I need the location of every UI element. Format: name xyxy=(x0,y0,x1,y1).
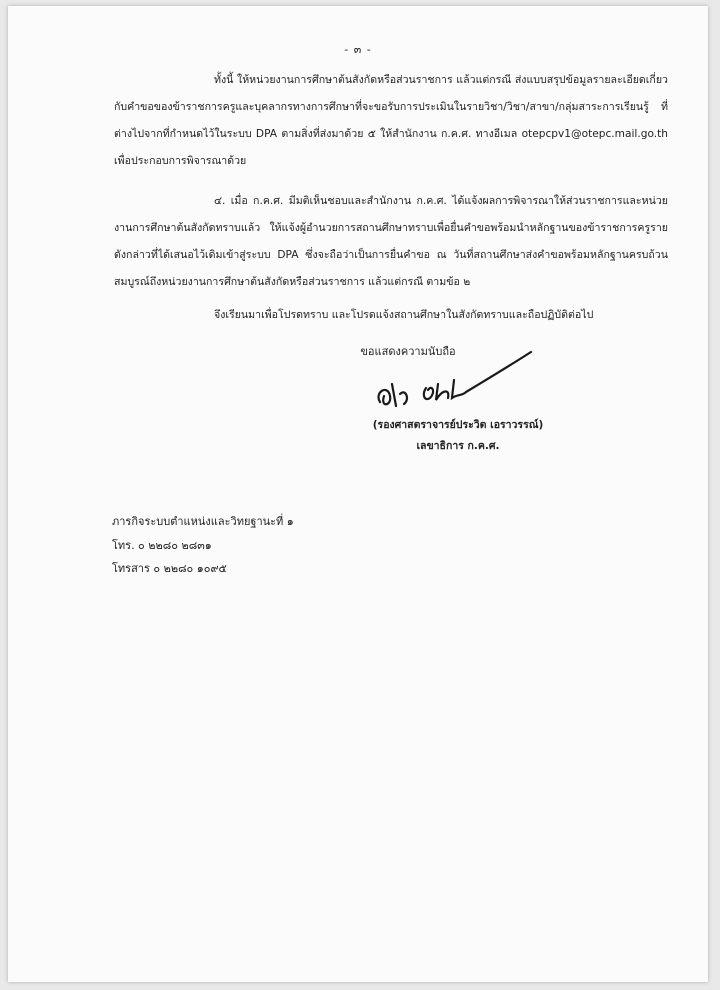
contact-department: ภารกิจระบบตำแหน่งและวิทยฐานะที่ ๑ xyxy=(112,515,294,528)
handwritten-signature xyxy=(366,344,546,414)
contact-fax: โทรสาร ๐ ๒๒๘๐ ๑๐๙๕ xyxy=(112,562,227,575)
paragraph-item-4: ๔. เมื่อ ก.ค.ศ. มีมติเห็นชอบและสำนักงาน ก.ค.ศ. ได้แจ้งผลการพิจารณาให้ส่วนราชการและหน่วยงานการศึกษาต้นสังกัดทราบแล้ว ให้แจ้งผู้อำนวยการสถานศึกษาทราบเพื่อยื่นคำขอพร้อมนำหลักฐานของข้าราชการครูรายดังกล่าวที่ได้เสนอไว้เดิมเข้าสู่ระบบ DPA ซึ่งจะถือว่าเป็นการยื่นคำขอ ณ วันที่สถานศึกษาส่งคำขอพร้อมหลักฐานครบถ้วนสมบูรณ์ถึงหน่วยงานการศึกษาต้นสังกัดหรือส่วนราชการ แล้วแต่กรณี ตามข้อ ๒ xyxy=(114,195,668,288)
signer-position: เลขาธิการ ก.ค.ศ. xyxy=(416,440,500,452)
paragraph-closing-request: จึงเรียนมาเพื่อโปรดทราบ และโปรดแจ้งสถานศึกษาในสังกัดทราบและถือปฏิบัติต่อไป xyxy=(214,309,594,321)
paragraph-submission-details: ทั้งนี้ ให้หน่วยงานการศึกษาต้นสังกัดหรือส่วนราชการ แล้วแต่กรณี ส่งแบบสรุปข้อมูลรายละเอียดเกี่ยวกับคำขอของข้าราชการครูและบุคลากรทางการศึกษาที่จะขอรับการประเมินในรายวิชา/วิชา/สาขา/กลุ่มสาระการเรียนรู้ ที่ต่างไปจากที่กำหนดไว้ในระบบ DPA ตามสิ่งที่ส่งมาด้วย ๕ ให้สำนักงาน ก.ค.ศ. ทางอีเมล otepcpv1@otepc.mail.go.th เพื่อประกอบการพิจารณาด้วย xyxy=(114,74,668,167)
document-page xyxy=(8,6,708,982)
signer-name: (รองศาสตราจารย์ประวิต เอราวรรณ์) xyxy=(372,419,544,431)
page-number: - ๓ - xyxy=(344,43,372,56)
closing-salutation: ขอแสดงความนับถือ xyxy=(360,345,456,358)
contact-phone: โทร. ๐ ๒๒๘๐ ๒๘๓๑ xyxy=(112,539,212,552)
